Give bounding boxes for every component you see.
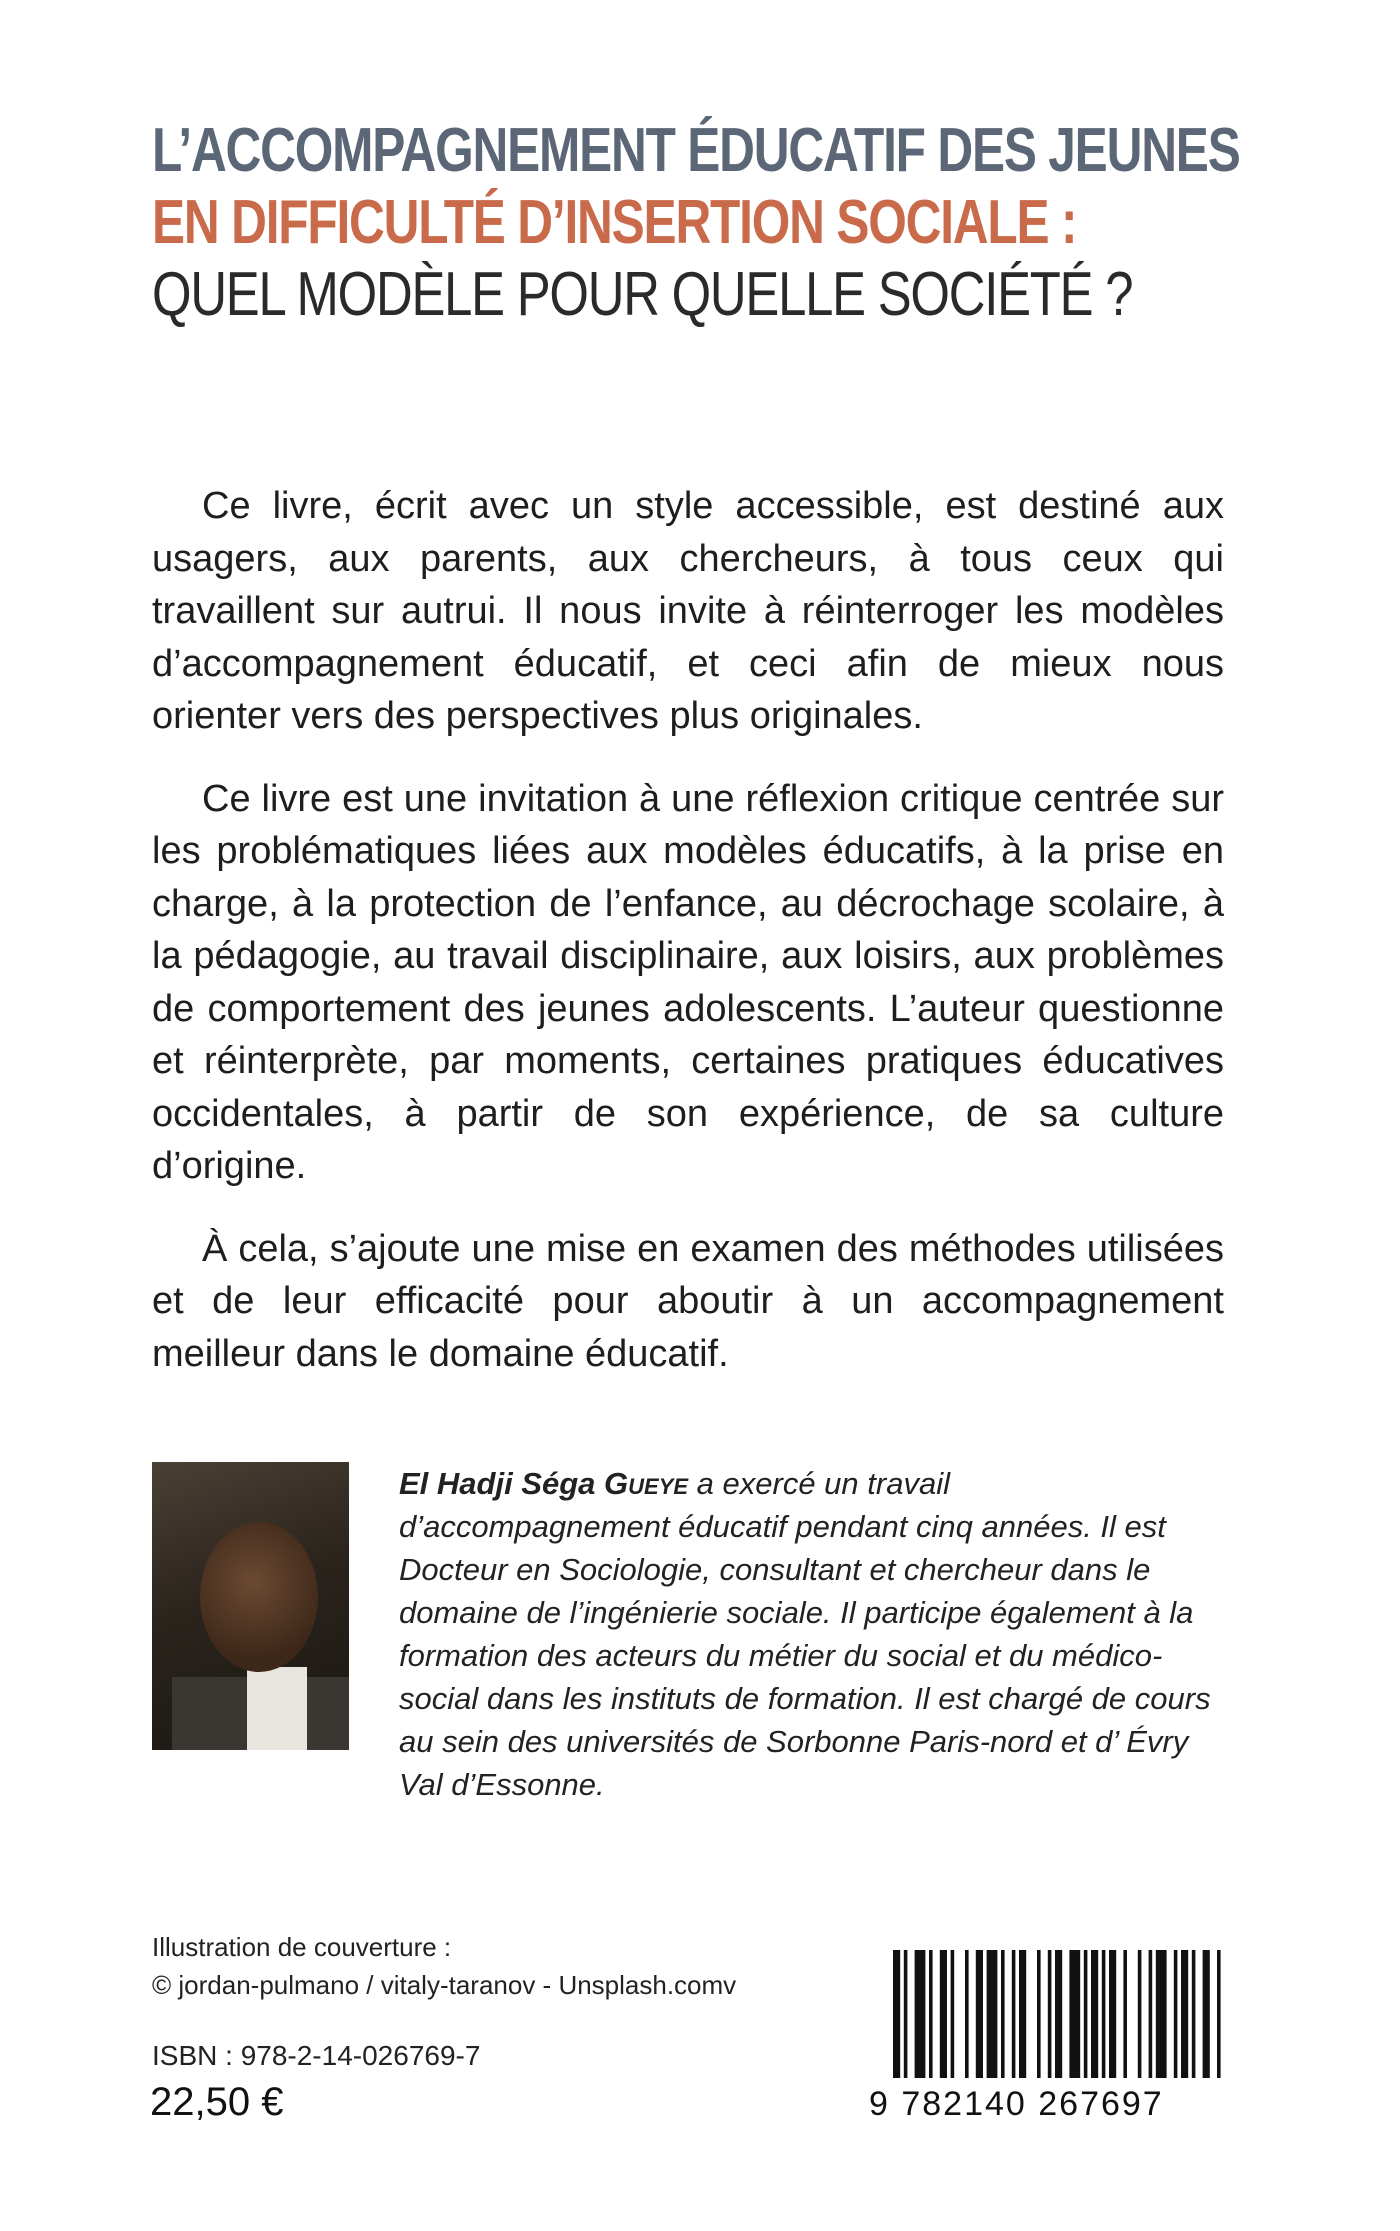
barcode-bar — [1012, 1950, 1016, 2078]
barcode-bar — [1109, 1950, 1116, 2078]
barcode-bar — [1055, 1950, 1062, 2078]
price: 22,50 € — [150, 2080, 284, 2124]
barcode-bar — [929, 1950, 933, 2078]
summary-paragraph-2: Ce livre est une invitation à une réflexion critique centrée sur les problématiques liées aux modèles éducatifs, à la prise en charge, à la protection de l’enfance, au décrochage scolaire, à la pédagogie, au travail disciplinaire, aux loisirs, aux problèmes de comportement des jeunes adolescents. L’auteur questionne et réinterprète, par moments, certaines pratiques éducatives occidentales, à partir de son expérience, de sa culture d’origine. — [152, 777, 1224, 1187]
isbn: ISBN : 978-2-14-026769-7 — [152, 2040, 481, 2071]
barcode-bar — [1149, 1950, 1153, 2078]
barcode-bar — [1181, 1950, 1188, 2078]
author-photo — [152, 1462, 349, 1750]
barcode-bar — [1048, 1950, 1052, 2078]
book-title — [152, 115, 1302, 331]
barcode-bar — [1084, 1950, 1088, 2078]
title-line-1: L’ACCOMPAGNEMENT ÉDUCATIF DES JEUNES — [152, 116, 1240, 185]
barcode-bar — [940, 1950, 947, 2078]
barcode-bar — [951, 1950, 955, 2078]
summary-paragraph-3: À cela, s’ajoute une mise en examen des méthodes utilisées et de leur efficacité pour aboutir à un accompagnement meilleur dans le domaine éducatif. — [152, 1227, 1224, 1375]
author-bio — [399, 1462, 1227, 1806]
barcode-bar — [1037, 1950, 1041, 2078]
barcode-bars — [869, 1950, 1229, 2090]
barcode-bar — [893, 1950, 900, 2078]
barcode-bar — [1102, 1950, 1106, 2078]
barcode-bar — [965, 1950, 969, 2078]
barcode-bar — [1019, 1950, 1026, 2078]
author-section — [152, 1462, 1232, 1802]
barcode-bar — [1069, 1950, 1080, 2078]
author-last-name: Gueye — [604, 1466, 689, 1501]
credits-value: © jordan-pulmano / vitaly-taranov - Unsplash.comv — [152, 1970, 737, 2000]
title-line-3: QUEL MODÈLE POUR QUELLE SOCIÉTÉ ? — [152, 259, 1133, 329]
barcode — [869, 1950, 1229, 2125]
barcode-bar — [1217, 1950, 1221, 2078]
back-cover-summary — [152, 480, 1224, 1410]
author-bio-text: a exercé un travail d’accompagnement éducatif pendant cinq années. Il est Docteur en Sociologie, consultant et chercheur dans le domaine de l’ingénierie sociale. Il participe également à la formation des acteurs du métier du social et du médico-social dans les instituts de formation. Il est chargé de cours au sein des universités de Sorbonne Paris-nord et d’ Évry Val d’Essonne. — [399, 1466, 1211, 1802]
cover-credits — [152, 1928, 736, 2004]
barcode-bar — [987, 1950, 998, 2078]
barcode-bar — [976, 1950, 983, 2078]
barcode-bar — [904, 1950, 908, 2078]
title-line-2: EN DIFFICULTÉ D’INSERTION SOCIALE : — [152, 187, 1077, 257]
summary-paragraph-1: Ce livre, écrit avec un style accessible, est destiné aux usagers, aux parents, aux chercheurs, à tous ceux qui travaillent sur autrui. Il nous invite à réinterroger les modèles d’accompagnement éducatif, et ceci afin de mieux nous orienter vers des perspectives plus originales. — [152, 485, 1224, 737]
barcode-bar — [1156, 1950, 1167, 2078]
barcode-digits: 9 782140 267697 — [869, 2085, 1164, 2123]
barcode-bar — [1001, 1950, 1005, 2078]
credits-label: Illustration de couverture : — [152, 1932, 452, 1962]
barcode-bar — [1091, 1950, 1098, 2078]
barcode-bar — [1138, 1950, 1142, 2078]
author-first-name: El Hadji Séga — [399, 1466, 596, 1501]
barcode-bar — [915, 1950, 926, 2078]
barcode-bar — [1123, 1950, 1127, 2078]
barcode-bar — [1192, 1950, 1196, 2078]
barcode-bar — [1203, 1950, 1210, 2078]
barcode-bar — [1174, 1950, 1178, 2078]
